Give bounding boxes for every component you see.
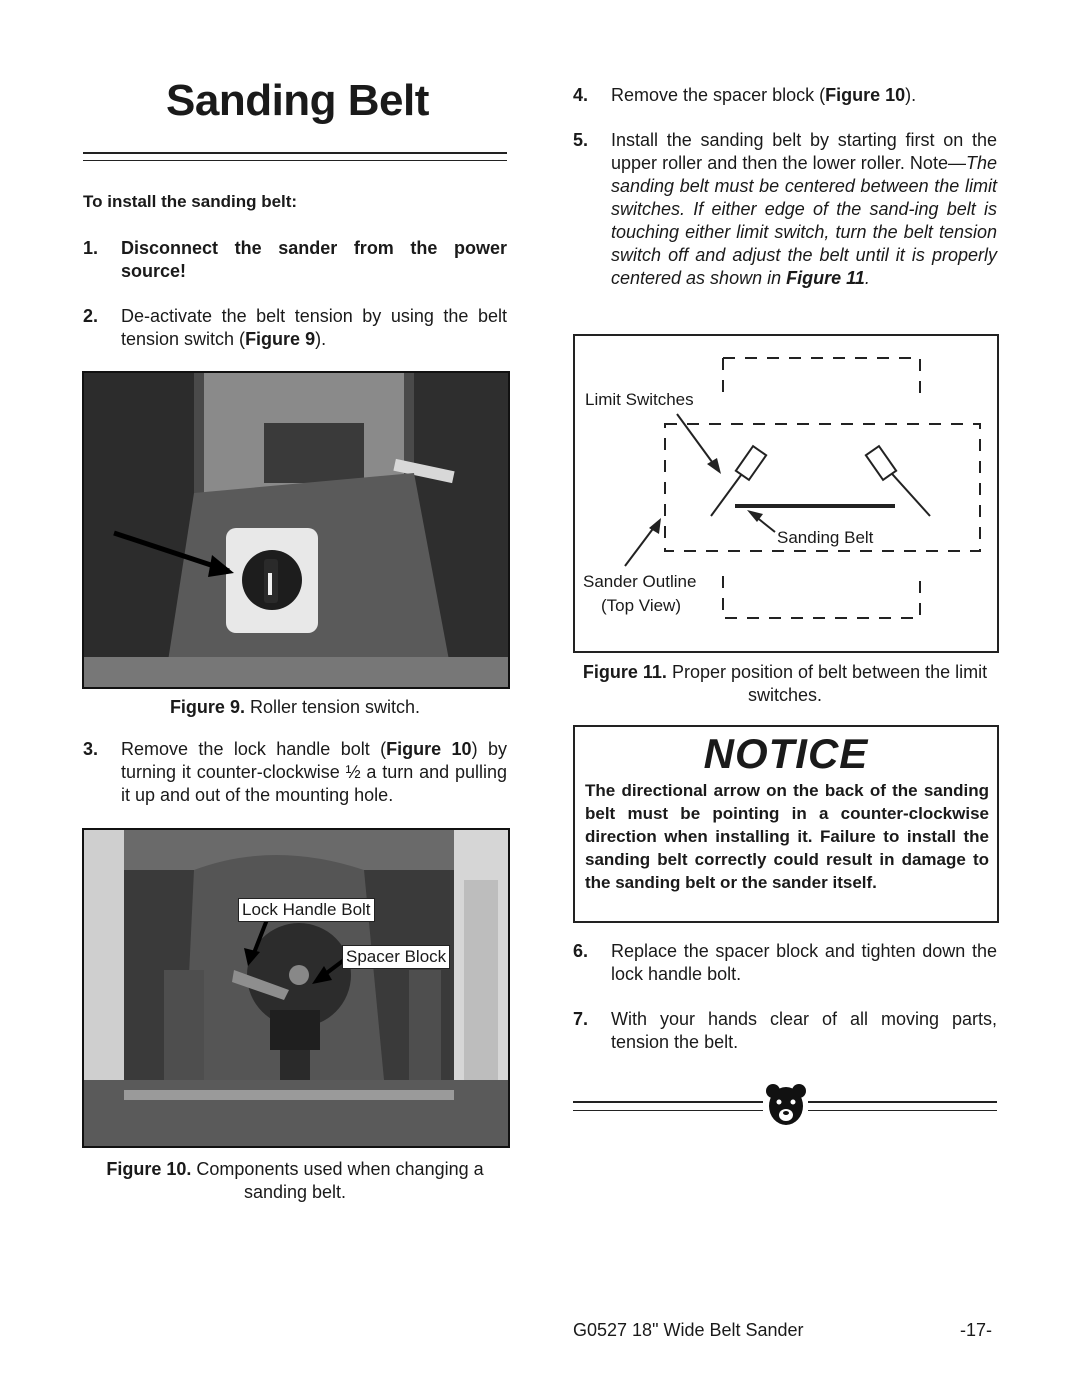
figure-reference: Figure 11	[786, 268, 865, 288]
caption-text: Proper position of belt between the limit switches.	[671, 662, 988, 705]
step-number: 7.	[573, 1009, 589, 1029]
lock-handle-photo	[84, 830, 508, 1146]
section-subhead: To install the sanding belt:	[83, 192, 298, 211]
label-top-view: (Top View)	[601, 596, 681, 615]
step-number: 3.	[83, 739, 99, 759]
step-text: Disconnect the sander from the power source!	[121, 238, 507, 281]
step-1	[83, 237, 507, 285]
end-rule-right-top	[808, 1101, 997, 1103]
figure-label: Figure 11.	[582, 662, 667, 682]
figure-label: Figure 10.	[106, 1159, 192, 1179]
figure-10-caption	[83, 1158, 507, 1204]
label-sanding-belt: Sanding Belt	[777, 528, 874, 547]
step-text: Install the sanding belt by starting first on the upper roller and then the lower roller. Note—The sanding belt must be centered between the limit switches. If either edge of the sand-ing belt is touching either limit switch, turn the belt tension switch off and adjust the belt until it is properly centered as shown in Figure 11.	[611, 130, 997, 288]
step-6	[573, 940, 997, 988]
step-text: Replace the spacer block and tighten down the lock handle bolt.	[611, 941, 997, 984]
step-4	[573, 84, 997, 110]
footer-page-number: -17-	[960, 1320, 993, 1340]
step-text: With your hands clear of all moving parts, tension the belt.	[611, 1009, 997, 1052]
label-limit-switches: Limit Switches	[585, 390, 694, 409]
title-rule-top	[83, 152, 507, 154]
step-text: De-activate the belt tension by using the belt tension switch (Figure 9).	[121, 306, 507, 349]
step-5	[573, 129, 997, 319]
notice-body: The directional arrow on the back of the sanding belt must be pointing in a counter-clockwise direction when installing it. Failure to install the sanding belt correctly could result in damage to the sanding belt or the sander itself.	[585, 781, 989, 892]
figure-9-caption	[83, 696, 507, 719]
caption-text: Roller tension switch.	[249, 697, 421, 717]
figure-reference: Figure 9	[245, 329, 316, 349]
page-title: Sanding Belt	[166, 76, 429, 125]
step-number: 2.	[83, 306, 99, 326]
step-7	[573, 1008, 997, 1056]
step-number: 6.	[573, 941, 589, 961]
step-2	[83, 305, 507, 353]
step-3	[83, 738, 507, 808]
notice-title: NOTICE	[703, 730, 869, 777]
callout-lock-handle-bolt: Lock Handle Bolt	[238, 898, 375, 922]
step-number: 1.	[83, 238, 99, 258]
caption-text: Components used when changing a sanding belt.	[196, 1159, 484, 1202]
figure-reference: Figure 10	[825, 85, 906, 105]
notice-box	[573, 725, 999, 923]
figure-11-caption	[573, 661, 997, 707]
figure-9-photo	[82, 371, 510, 689]
end-rule-left-top	[573, 1101, 763, 1103]
figure-10-photo	[82, 828, 510, 1148]
title-rule-bottom	[83, 160, 507, 161]
tension-switch-photo	[84, 373, 508, 687]
step-text: Remove the spacer block (Figure 10).	[611, 85, 917, 105]
label-sander-outline: Sander Outline	[583, 572, 697, 591]
end-rule-left-bottom	[573, 1110, 763, 1111]
step-number: 4.	[573, 85, 589, 105]
end-rule-right-bottom	[808, 1110, 997, 1111]
bear-logo-icon	[764, 1082, 808, 1128]
figure-label: Figure 9.	[169, 697, 245, 717]
callout-spacer-block: Spacer Block	[342, 945, 450, 969]
figure-reference: Figure 10	[386, 739, 472, 759]
footer-model: G0527 18" Wide Belt Sander	[573, 1320, 804, 1340]
figure-11-diagram	[573, 334, 999, 653]
step-text: Remove the lock handle bolt (Figure 10) by turning it counter-clockwise ½ a turn and pulling it up and out of the mounting hole.	[121, 739, 507, 805]
step-number: 5.	[573, 130, 589, 150]
